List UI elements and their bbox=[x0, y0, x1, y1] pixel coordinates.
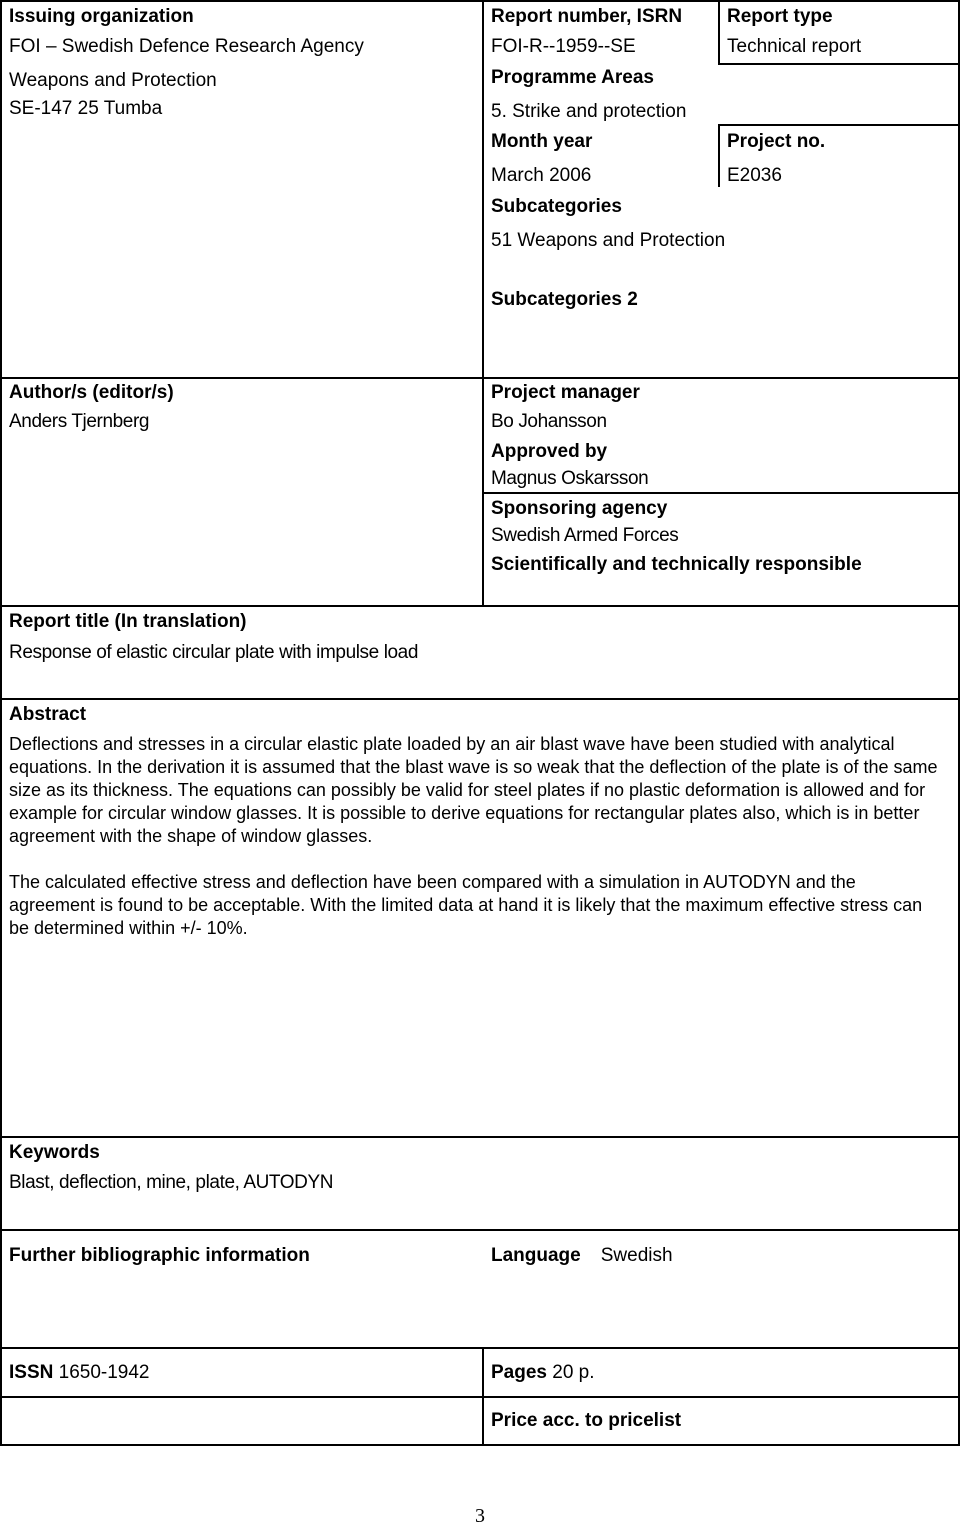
sponsoring-agency-label: Sponsoring agency bbox=[491, 498, 668, 519]
abstract-body bbox=[9, 733, 944, 963]
programme-areas-label: Programme Areas bbox=[491, 67, 654, 88]
project-manager-label: Project manager bbox=[491, 382, 640, 403]
issn-field bbox=[9, 1362, 150, 1384]
further-bibliographic-label: Further bibliographic information bbox=[9, 1245, 310, 1266]
page-number: 3 bbox=[475, 1505, 485, 1527]
authors-value: Anders Tjernberg bbox=[9, 411, 150, 432]
project-manager-value: Bo Johansson bbox=[491, 411, 607, 432]
price-label: Price acc. to pricelist bbox=[491, 1410, 682, 1431]
programme-areas-value: 5. Strike and protection bbox=[491, 101, 687, 122]
issn-value: 1650-1942 bbox=[58, 1362, 150, 1383]
issuing-organization-line: FOI – Swedish Defence Research Agency bbox=[9, 36, 364, 57]
report-type-value: Technical report bbox=[727, 36, 862, 57]
subcategories-2-label: Subcategories 2 bbox=[491, 289, 638, 310]
pages-label: Pages bbox=[491, 1362, 547, 1383]
issuing-organization-line: SE-147 25 Tumba bbox=[9, 98, 163, 119]
language-value: Swedish bbox=[600, 1245, 673, 1266]
month-year-value: March 2006 bbox=[491, 165, 592, 186]
report-title-value: Response of elastic circular plate with impulse load bbox=[9, 642, 419, 663]
report-type-label: Report type bbox=[727, 6, 833, 27]
pages-field bbox=[491, 1362, 595, 1384]
scientifically-responsible-label: Scientifically and technically responsible bbox=[491, 554, 862, 575]
month-year-label: Month year bbox=[491, 131, 593, 152]
sponsoring-agency-value: Swedish Armed Forces bbox=[491, 525, 679, 546]
authors-label: Author/s (editor/s) bbox=[9, 382, 174, 403]
project-number-value: E2036 bbox=[727, 165, 782, 186]
abstract-paragraph: Deflections and stresses in a circular elastic plate loaded by an air blast wave have been studied with analytical equations. In the derivation it is assumed that the blast wave is so weak that the deflection of the plate is of the same size as its thickness. The equations can possibly be valid for steel plates if no plastic deformation is allowed and for example for circular window glasses. It is possible to derive equations for rectangular plates also, which is in better agreement with the shape of window glasses. bbox=[9, 734, 938, 846]
abstract-label: Abstract bbox=[9, 704, 87, 725]
issn-label: ISSN bbox=[9, 1362, 54, 1383]
language-field bbox=[491, 1245, 673, 1267]
report-number-label: Report number, ISRN bbox=[491, 6, 683, 27]
subcategories-label: Subcategories bbox=[491, 196, 622, 217]
pages-value: 20 p. bbox=[552, 1362, 595, 1383]
approved-by-label: Approved by bbox=[491, 441, 608, 462]
issuing-organization-line: Weapons and Protection bbox=[9, 70, 217, 91]
keywords-label: Keywords bbox=[9, 1142, 100, 1163]
keywords-value: Blast, deflection, mine, plate, AUTODYN bbox=[9, 1172, 334, 1193]
approved-by-value: Magnus Oskarsson bbox=[491, 468, 649, 489]
project-number-label: Project no. bbox=[727, 131, 826, 152]
report-number-value: FOI-R--1959--SE bbox=[491, 36, 636, 57]
abstract-paragraph: The calculated effective stress and deflection have been compared with a simulation in AUTODYN and the agreement is found to be acceptable. With the limited data at hand it is likely that the maximum effective stress can be determined within +/- 10%. bbox=[9, 872, 923, 938]
subcategories-value: 51 Weapons and Protection bbox=[491, 230, 726, 251]
report-title-label: Report title (In translation) bbox=[9, 611, 247, 632]
language-label: Language bbox=[491, 1245, 581, 1266]
issuing-organization-label: Issuing organization bbox=[9, 6, 194, 27]
